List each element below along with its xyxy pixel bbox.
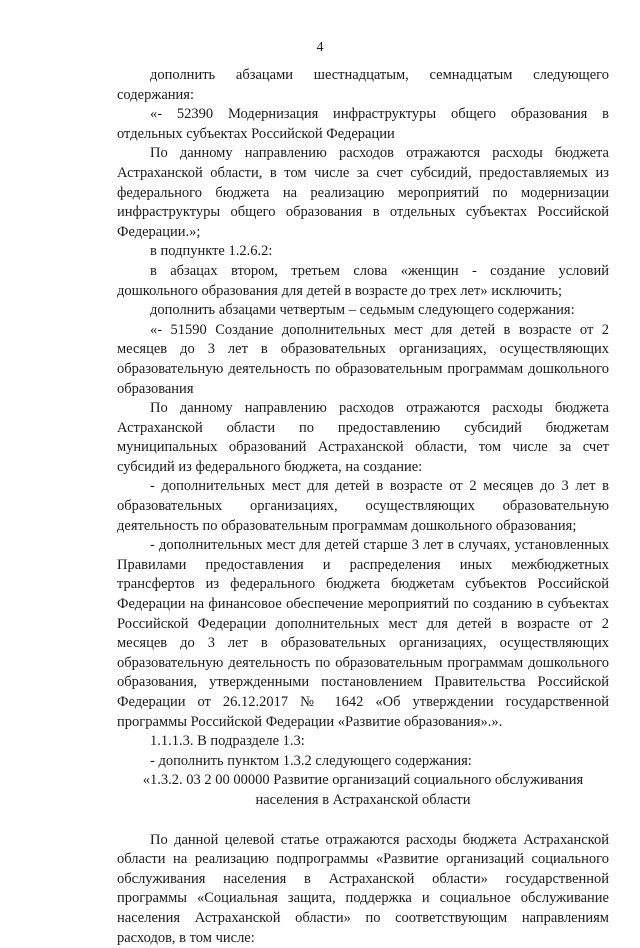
spacer [117, 811, 609, 831]
paragraph: «- 51590 Создание дополнительных мест для детей в возрасте от 2 месяцев до 3 лет в образовательных организациях, осуществляющих образовательную деятельность по образовательным программам дошкольного образования [117, 321, 609, 397]
paragraph: «- 52390 Модернизация инфраструктуры общего образования в отдельных субъектах Российской Федерации [117, 106, 609, 142]
paragraph: - дополнительных мест для детей старше 3 лет в случаях, установленных Правилами предоставления и распределения иных межбюджетных трансфертов из федерального бюджета бюджетам субъектов Российской Федерации на финансовое обеспечение мероприятий по созданию в субъектах Российской Федерации дополнительных мест для детей в возрасте от 2 месяцев до 3 лет в образовательных организациях, осуществляющих образовательную деятельность по образовательным программам дошкольного образования, утвержденными постановлением Правительства Российской Федерации от 26.12.2017 № 1642 «Об утверждении государственной программы Российской Федерации «Развитие образования».». [117, 537, 609, 730]
paragraph: - дополнить пунктом 1.3.2 следующего содержания: [150, 752, 472, 769]
section-heading-line: населения в Астраханской области [255, 791, 471, 808]
paragraph: дополнить абзацами четвертым – седьмым следующего содержания: [150, 302, 575, 319]
document-body [117, 66, 609, 948]
paragraph: По данному направлению расходов отражаются расходы бюджета Астраханской области по предоставлению субсидий бюджетам муниципальных образований Астраханской области, том числе за счет субсидий из федерального бюджета, на создание: [117, 400, 609, 475]
paragraph: - дополнительных мест для детей в возрасте от 2 месяцев до 3 лет в образовательных организациях, осуществляющих образовательную деятельность по образовательным программам дошкольного образования; [117, 478, 609, 534]
paragraph: По данному направлению расходов отражаются расходы бюджета Астраханской области, в том числе за счет субсидий, предоставляемых из федерального бюджета на реализацию мероприятий по модернизации инфраструктуры общего образования в отдельных субъектах Российской Федерации.»; [117, 145, 609, 240]
paragraph: в подпункте 1.2.6.2: [150, 243, 273, 260]
paragraph: 1.1.1.3. В подразделе 1.3: [150, 733, 305, 750]
paragraph: дополнить абзацами шестнадцатым, семнадцатым следующего содержания: [117, 67, 609, 103]
section-heading-line: «1.3.2. 03 2 00 00000 Развитие организаций социального обслуживания [142, 772, 584, 789]
page-number: 4 [316, 40, 324, 55]
paragraph: в абзацах втором, третьем слова «женщин - создание условий дошкольного образования для детей в возрасте до трех лет» исключить; [117, 262, 609, 299]
paragraph: По данной целевой статье отражаются расходы бюджета Астраханской области на реализацию подпрограммы «Развитие организаций социального обслуживания населения в Астраханской области» государственной программы «Социальная защита, поддержка и социальное обслуживание населения Астраханской области» по соответствующим направлениям расходов, в том числе: [117, 831, 609, 946]
